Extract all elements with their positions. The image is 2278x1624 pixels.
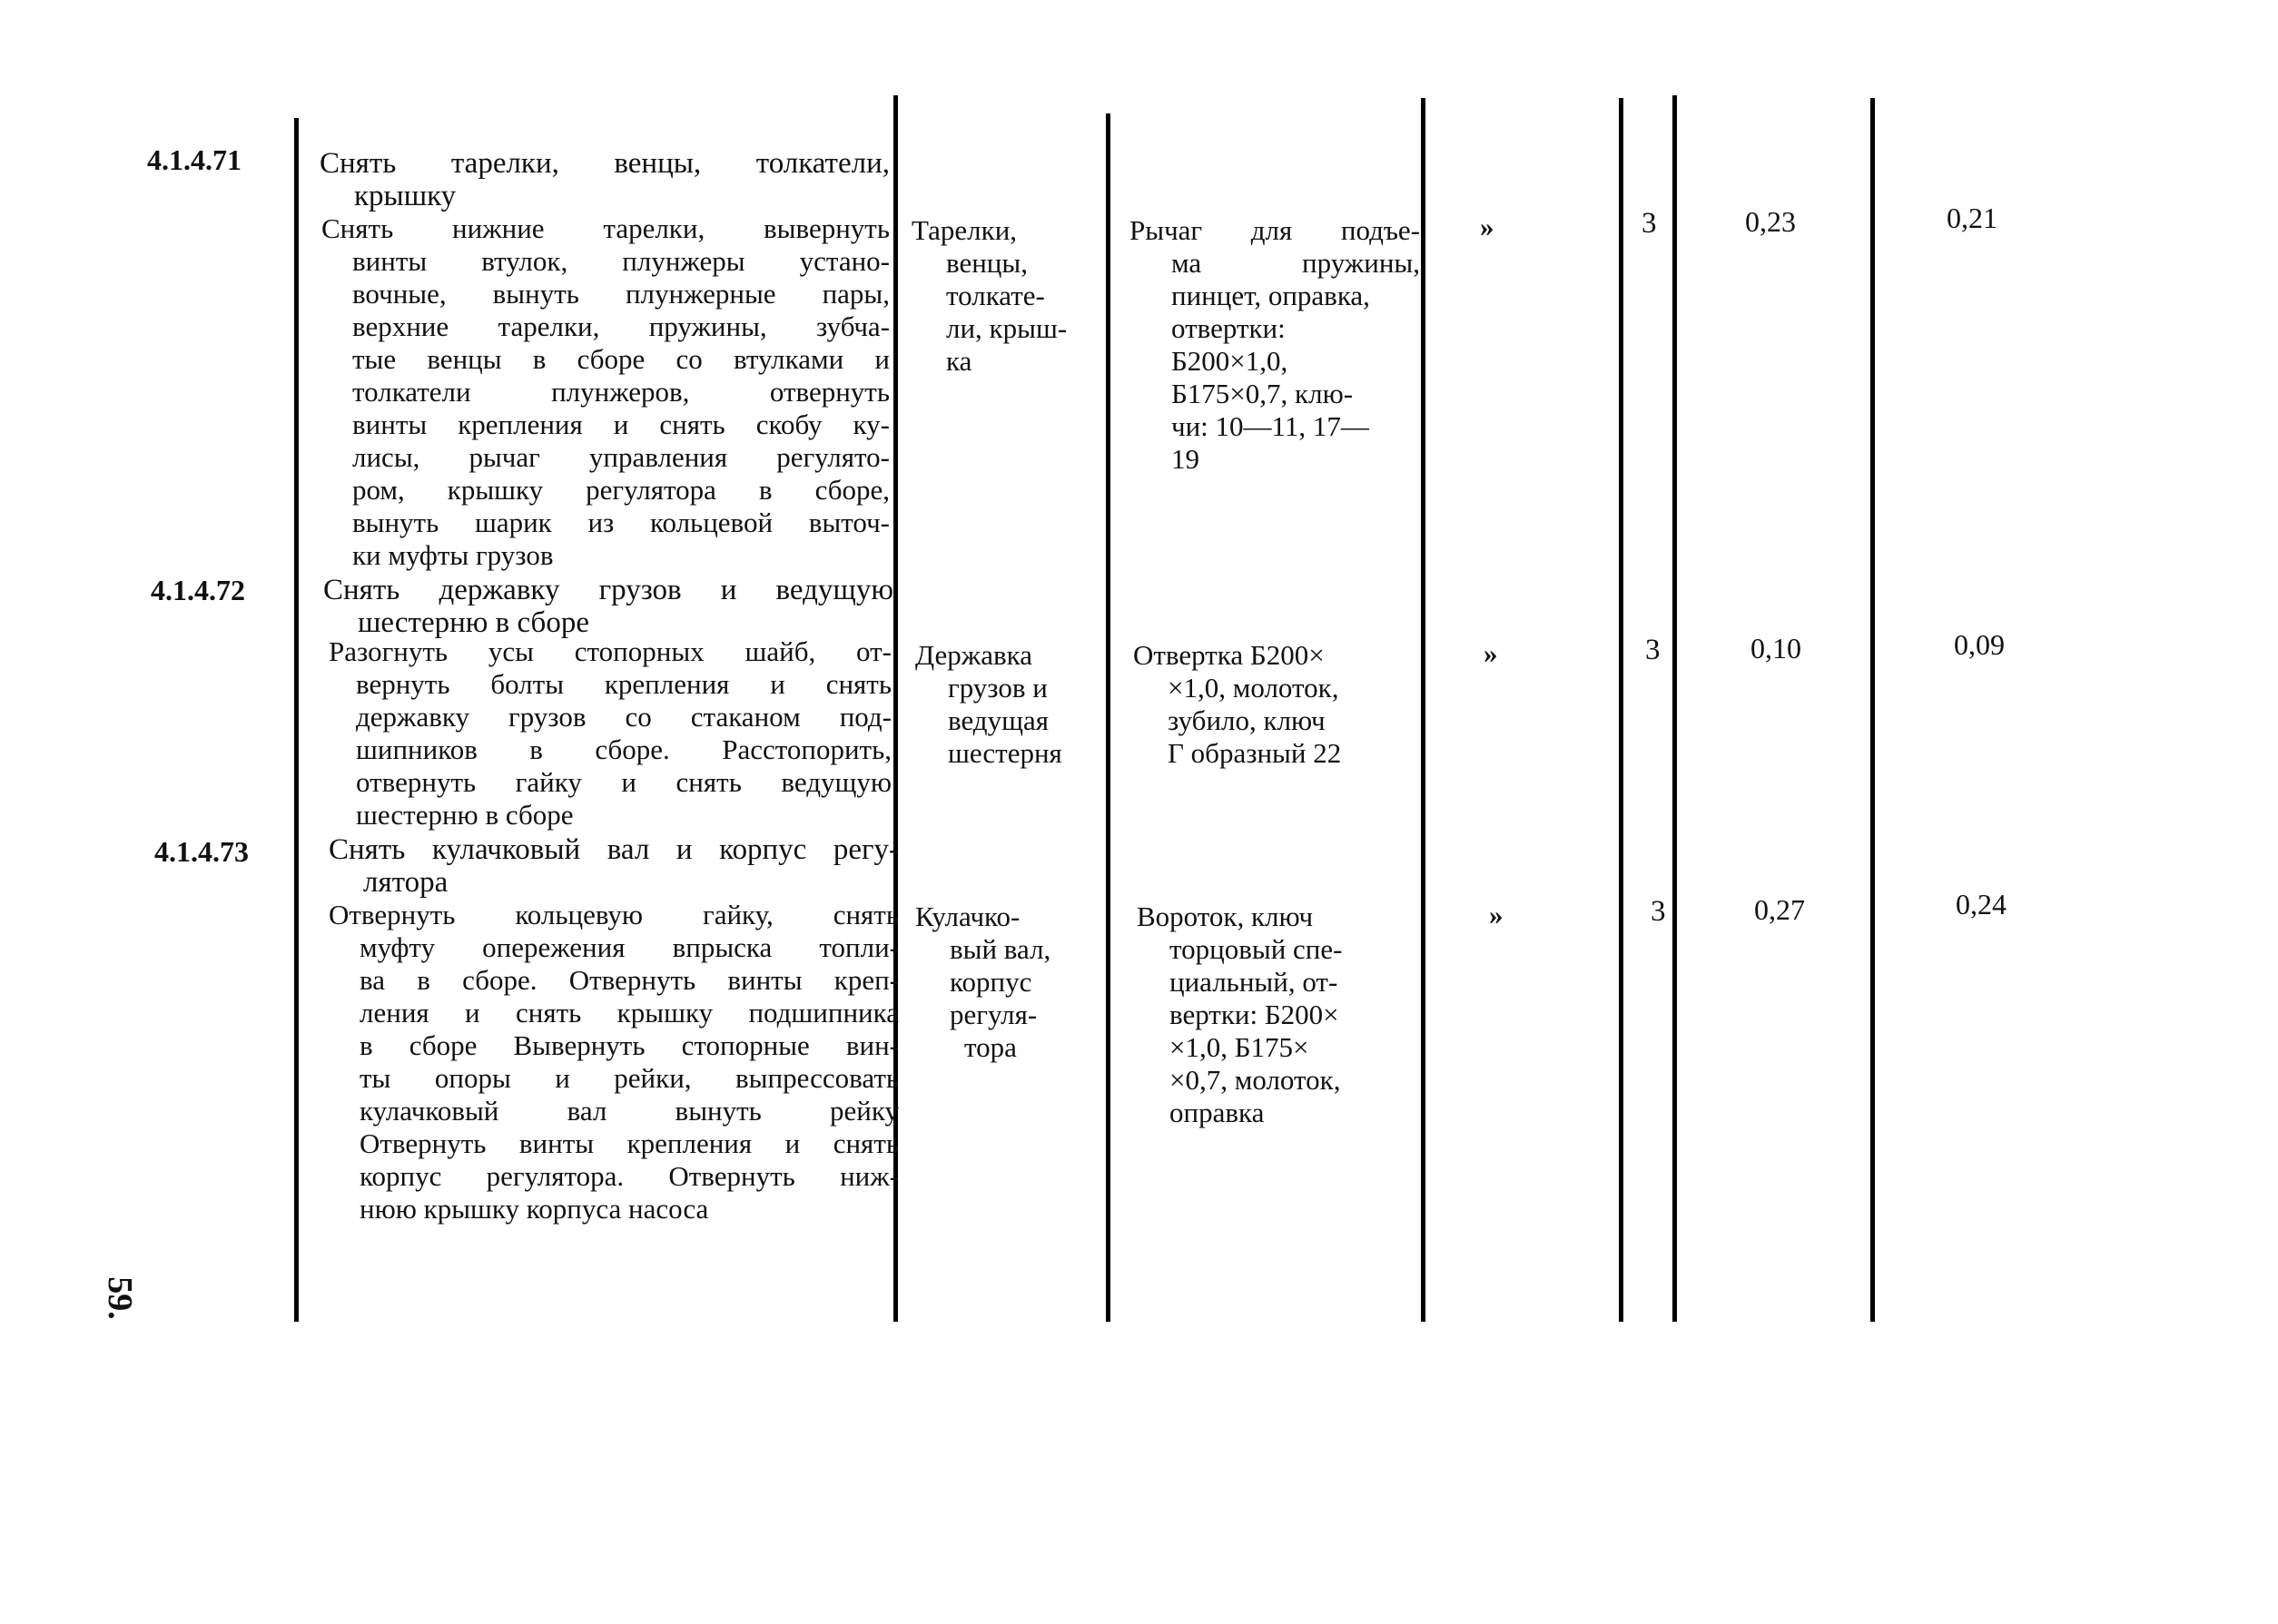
title-line: Снять кулачковый вал и корпус регу- — [329, 833, 899, 866]
desc-line: корпус регулятора. Отвернуть ниж- — [360, 1160, 899, 1192]
tools-line: вертки: Б200× — [1169, 999, 1339, 1030]
desc-line: в сборе Вывернуть стопорные вин- — [360, 1029, 899, 1061]
parts-line: толкате- — [946, 280, 1045, 311]
tools-line: ×0,7, молоток, — [1169, 1064, 1341, 1096]
desc-line: шипников в сборе. Расстопорить, — [356, 733, 892, 765]
desc-line: тые венцы в сборе со втулками и — [352, 343, 890, 375]
desc-line: ром, крышку регулятора в сборе, — [352, 474, 890, 506]
parts-list — [912, 214, 1102, 378]
tools-list — [1133, 639, 1422, 770]
title-line: крышку — [354, 180, 457, 212]
title-line: Снять тарелки, венцы, толкатели, — [320, 147, 890, 180]
parts-line: корпус — [950, 966, 1032, 998]
operation-code: 4.1.4.72 — [151, 574, 245, 606]
tools-line: Отвертка Б200× — [1133, 639, 1325, 671]
tools-list — [1129, 214, 1420, 476]
desc-line: Разогнуть усы стопорных шайб, от- — [329, 635, 892, 667]
tools-line: чи: 10—11, 17— — [1171, 410, 1369, 442]
tools-line: Вороток, ключ — [1137, 901, 1314, 932]
desc-line: верхние тарелки, пружины, зубча- — [352, 310, 890, 342]
tools-line: Б175×0,7, клю- — [1171, 378, 1354, 409]
parts-list — [915, 639, 1106, 770]
operation-code: 4.1.4.73 — [154, 835, 249, 868]
desc-line: кулачковый вал вынуть рейку — [360, 1095, 899, 1127]
same-mark: » — [1480, 211, 1494, 242]
parts-line: ведущая — [948, 704, 1049, 736]
desc-line: ки муфты грузов — [352, 539, 554, 571]
tools-line: отвертки: — [1171, 312, 1286, 344]
desc-line: ления и снять крышку подшипника — [360, 997, 899, 1029]
column-rule-3 — [1106, 113, 1110, 1322]
parts-line: шестерня — [948, 737, 1062, 769]
operation-code: 4.1.4.71 — [147, 143, 242, 176]
parts-line: Тарелки, — [912, 214, 1018, 246]
parts-line: ли, крыш- — [946, 312, 1068, 344]
time-norm-2: 0,21 — [1947, 202, 1997, 234]
tools-line: торцовый спе- — [1169, 933, 1343, 965]
tools-line: Рычаг для подъе- — [1129, 214, 1420, 246]
title-line: Снять державку грузов и ведущую — [323, 574, 893, 606]
desc-line: винты втулок, плунжеры устано- — [352, 245, 890, 277]
desc-line: ты опоры и рейки, выпрессовать — [360, 1062, 899, 1094]
tools-line: ×1,0, Б175× — [1169, 1031, 1309, 1063]
title-line: шестерню в сборе — [358, 606, 589, 639]
parts-list — [915, 901, 1106, 1064]
desc-line: Отвернуть кольцевую гайку, снять — [329, 899, 899, 930]
time-norm-1: 0,10 — [1750, 632, 1801, 664]
parts-line: вый вал, — [950, 933, 1051, 965]
column-rule-6 — [1672, 95, 1677, 1322]
desc-line: толкатели плунжеров, отвернуть — [352, 376, 890, 408]
operation-title — [323, 574, 893, 639]
time-norm-2: 0,24 — [1956, 888, 2007, 920]
parts-line: ка — [946, 345, 972, 377]
parts-line: тора — [964, 1031, 1017, 1063]
desc-line: державку грузов со стаканом под- — [356, 701, 892, 733]
tools-line: Г образный 22 — [1168, 737, 1342, 769]
parts-line: регуля- — [950, 999, 1038, 1030]
time-norm-2: 0,09 — [1954, 628, 2005, 661]
grade: 3 — [1642, 207, 1657, 240]
parts-line: грузов и — [948, 672, 1048, 704]
tools-line: ма пружины, — [1171, 247, 1420, 279]
desc-line: муфту опережения впрыска топли- — [360, 931, 899, 963]
desc-line: винты крепления и снять скобу ку- — [352, 408, 890, 440]
desc-line: вернуть болты крепления и снять — [356, 668, 892, 700]
desc-line: шестерню в сборе — [356, 799, 574, 831]
tools-line: циальный, от- — [1169, 966, 1338, 998]
page-number: 59. — [100, 1276, 139, 1320]
tools-line: ×1,0, молоток, — [1168, 672, 1339, 704]
desc-line: ва в сборе. Отвернуть винты креп- — [360, 964, 899, 996]
title-line: лятора — [363, 866, 449, 899]
desc-line: лисы, рычаг управления регулято- — [352, 441, 890, 473]
tools-line: пинцет, оправка, — [1171, 280, 1370, 311]
same-mark: » — [1484, 637, 1498, 669]
same-mark: » — [1489, 899, 1504, 930]
operation-title — [320, 147, 890, 212]
tools-line: зубило, ключ — [1168, 704, 1326, 736]
column-rule-5 — [1619, 98, 1623, 1322]
operation-description — [321, 212, 890, 572]
tools-list — [1137, 901, 1422, 1129]
tools-line: оправка — [1169, 1097, 1265, 1128]
desc-line: Отвернуть винты крепления и снять — [360, 1127, 899, 1159]
desc-line: вочные, вынуть плунжерные пары, — [352, 278, 890, 310]
grade: 3 — [1645, 634, 1661, 666]
column-rule-7 — [1870, 98, 1875, 1322]
desc-line: нюю крышку корпуса насоса — [360, 1193, 709, 1225]
desc-line: Снять нижние тарелки, вывернуть — [321, 212, 890, 244]
tools-line: 19 — [1171, 443, 1199, 475]
operation-title — [329, 833, 899, 899]
time-norm-1: 0,23 — [1745, 205, 1796, 238]
parts-line: венцы, — [946, 247, 1028, 279]
grade: 3 — [1651, 895, 1666, 928]
tools-line: Б200×1,0, — [1171, 345, 1288, 377]
operation-description — [329, 899, 899, 1225]
operation-description — [329, 635, 892, 832]
desc-line: отвернуть гайку и снять ведущую — [356, 766, 892, 798]
desc-line: вынуть шарик из кольцевой выточ- — [352, 507, 890, 538]
parts-line: Державка — [915, 639, 1032, 671]
column-rule-1 — [294, 118, 299, 1322]
parts-line: Кулачко- — [915, 901, 1021, 932]
time-norm-1: 0,27 — [1754, 893, 1805, 926]
